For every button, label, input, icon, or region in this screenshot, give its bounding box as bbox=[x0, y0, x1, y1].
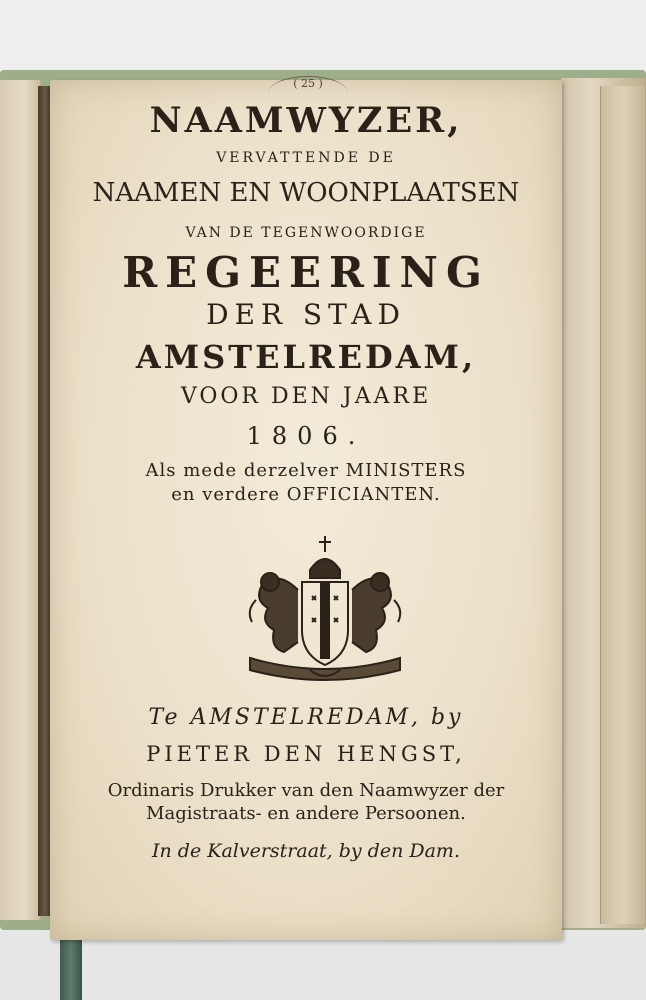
imprint-address: In de Kalverstraat, by den Dam. bbox=[152, 840, 460, 862]
title-year: 1806. bbox=[246, 422, 366, 450]
page-block-edge bbox=[600, 86, 645, 924]
title-ministers: Als mede derzelver MINISTERS bbox=[145, 460, 467, 481]
title-regeering: REGEERING bbox=[122, 248, 490, 297]
title-der-stad: DER STAD bbox=[206, 298, 406, 331]
imprint-printer: PIETER DEN HENGST, bbox=[146, 742, 466, 766]
title-line-naamen: NAAMEN EN WOONPLAATSEN bbox=[92, 178, 520, 208]
title-naamwyzer: NAAMWYZER, bbox=[149, 100, 463, 141]
imprint-role-line2: Magistraats- en andere Persoonen. bbox=[146, 803, 466, 824]
title-officianten: en verdere OFFICIANTEN. bbox=[171, 484, 441, 505]
title-line-tegenwoordige: VAN DE TEGENWOORDIGE bbox=[185, 225, 427, 241]
amsterdam-coat-of-arms-icon bbox=[240, 530, 410, 690]
folio-number: ( 25 ) bbox=[268, 76, 348, 93]
title-line-vervattende: VERVATTENDE DE bbox=[216, 150, 396, 166]
title-voor-den-jaare: VOOR DEN JAARE bbox=[180, 384, 432, 409]
title-amstelredam: AMSTELREDAM, bbox=[135, 338, 477, 376]
imprint-place: Te AMSTELREDAM, by bbox=[148, 705, 464, 730]
left-page-edge bbox=[0, 80, 42, 920]
imprint-role-line1: Ordinaris Drukker van den Naamwyzer der bbox=[107, 780, 505, 801]
